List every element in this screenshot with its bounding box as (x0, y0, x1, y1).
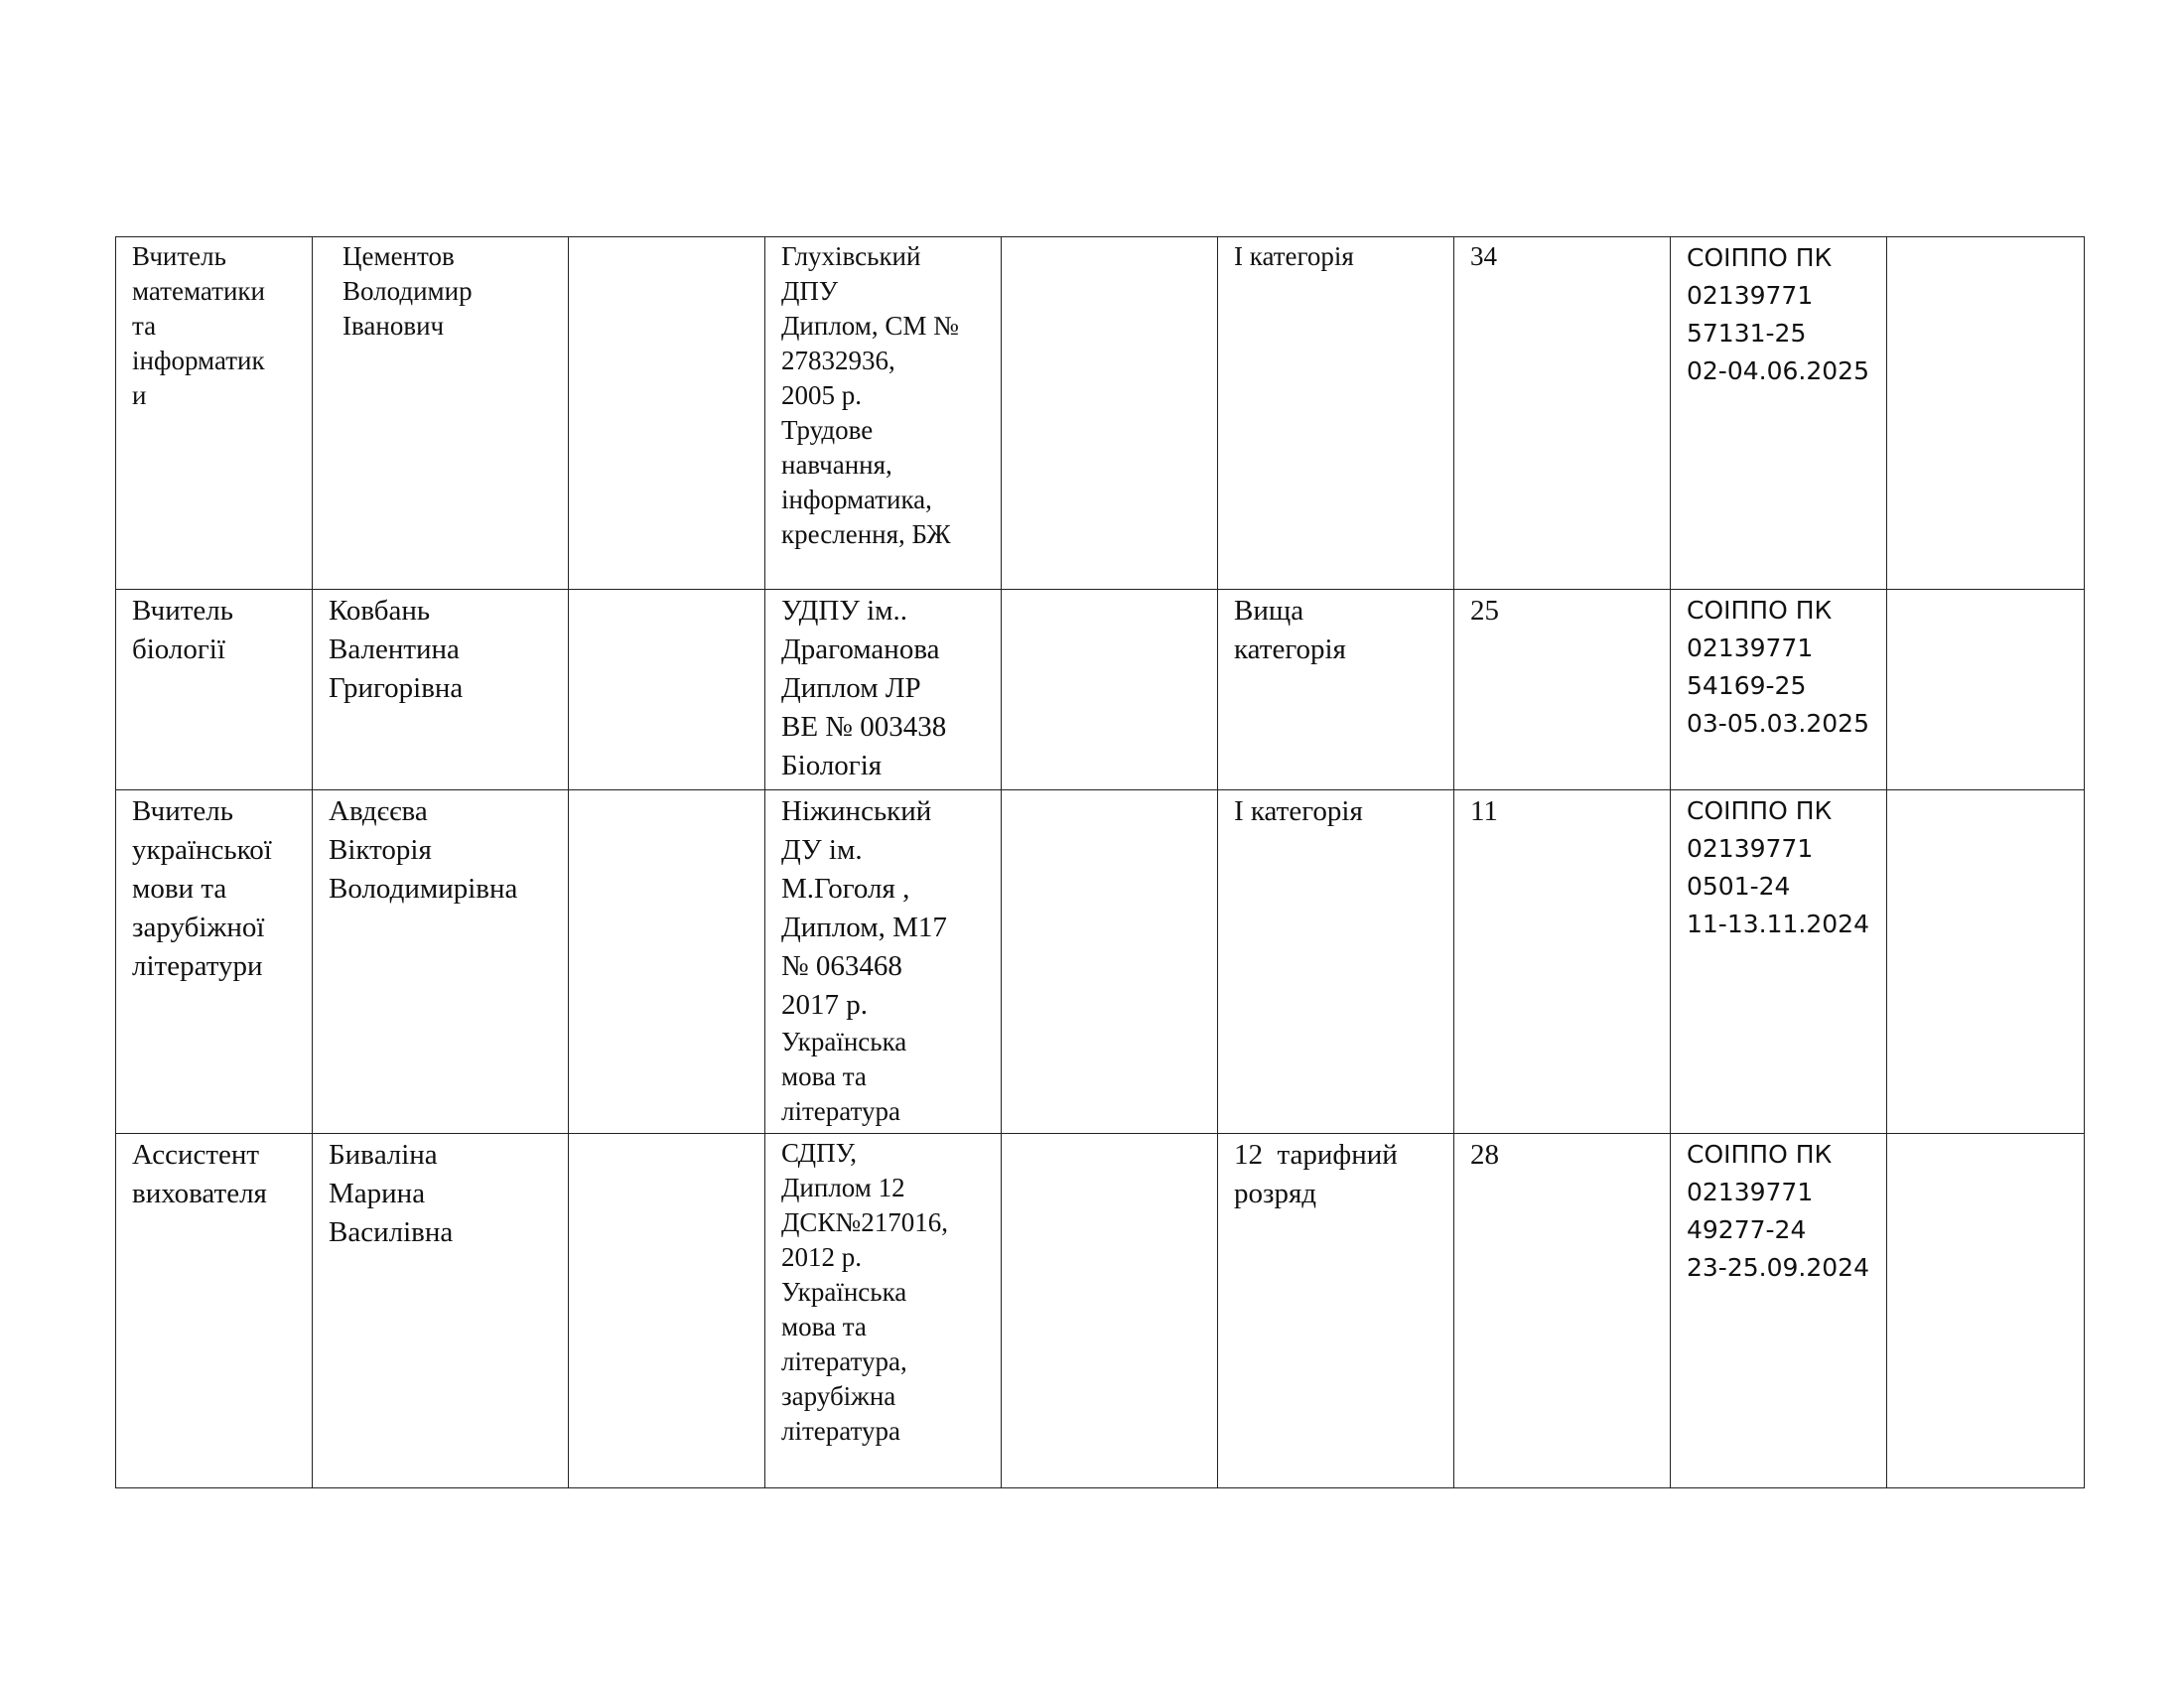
education-cell: СДПУ, Диплом 12 ДСК№217016, 2012 р. Українська мова та література, зарубіжна література (765, 1134, 1002, 1488)
name-cell: Цементов Володимир Іванович (313, 237, 569, 590)
empty-cell (1887, 590, 2085, 790)
education-cell: УДПУ ім.. Драгоманова Диплом ЛР ВЕ № 003438 Біологія (765, 590, 1002, 790)
experience-cell: 25 (1454, 590, 1671, 790)
empty-cell (569, 590, 765, 790)
training-cell: СОІППО ПК 02139771 54169-25 03-05.03.2025 (1671, 590, 1887, 790)
empty-cell (1002, 790, 1218, 1134)
experience-cell: 11 (1454, 790, 1671, 1134)
training-cell: СОІППО ПК 02139771 49277-24 23-25.09.2024 (1671, 1134, 1887, 1488)
education-cell: Ніжинський ДУ ім. М.Гоголя , Диплом, М17 № 063468 2017 р. Українська мова та література (765, 790, 1002, 1134)
experience-cell: 28 (1454, 1134, 1671, 1488)
empty-cell (1002, 590, 1218, 790)
table-row (116, 590, 2085, 790)
education-cell: Глухівський ДПУ Диплом, СМ № 27832936, 2005 р. Трудове навчання, інформатика, креслення, БЖ (765, 237, 1002, 590)
category-cell: 12 тарифний розряд (1218, 1134, 1454, 1488)
empty-cell (1887, 1134, 2085, 1488)
staff-table (115, 236, 2085, 1488)
position-cell: Вчитель біології (116, 590, 313, 790)
position-cell: Вчитель української мови та зарубіжної літератури (116, 790, 313, 1134)
category-cell: І категорія (1218, 237, 1454, 590)
empty-cell (1002, 237, 1218, 590)
empty-cell (1002, 1134, 1218, 1488)
empty-cell (569, 790, 765, 1134)
position-cell: Вчитель математики та інформатик и (116, 237, 313, 590)
experience-cell: 34 (1454, 237, 1671, 590)
table-row (116, 237, 2085, 590)
training-cell: СОІППО ПК 02139771 57131-25 02-04.06.2025 (1671, 237, 1887, 590)
position-cell: Ассистент вихователя (116, 1134, 313, 1488)
name-cell: Авдєєва Вікторія Володимирівна (313, 790, 569, 1134)
table-row (116, 1134, 2085, 1488)
empty-cell (569, 1134, 765, 1488)
category-cell: І категорія (1218, 790, 1454, 1134)
empty-cell (1887, 237, 2085, 590)
empty-cell (569, 237, 765, 590)
category-cell: Вища категорія (1218, 590, 1454, 790)
name-cell: Бивaліна Марина Василівна (313, 1134, 569, 1488)
table-row (116, 790, 2085, 1134)
training-cell: СОІППО ПК 02139771 0501-24 11-13.11.2024 (1671, 790, 1887, 1134)
name-cell: Ковбань Валентина Григорівна (313, 590, 569, 790)
empty-cell (1887, 790, 2085, 1134)
